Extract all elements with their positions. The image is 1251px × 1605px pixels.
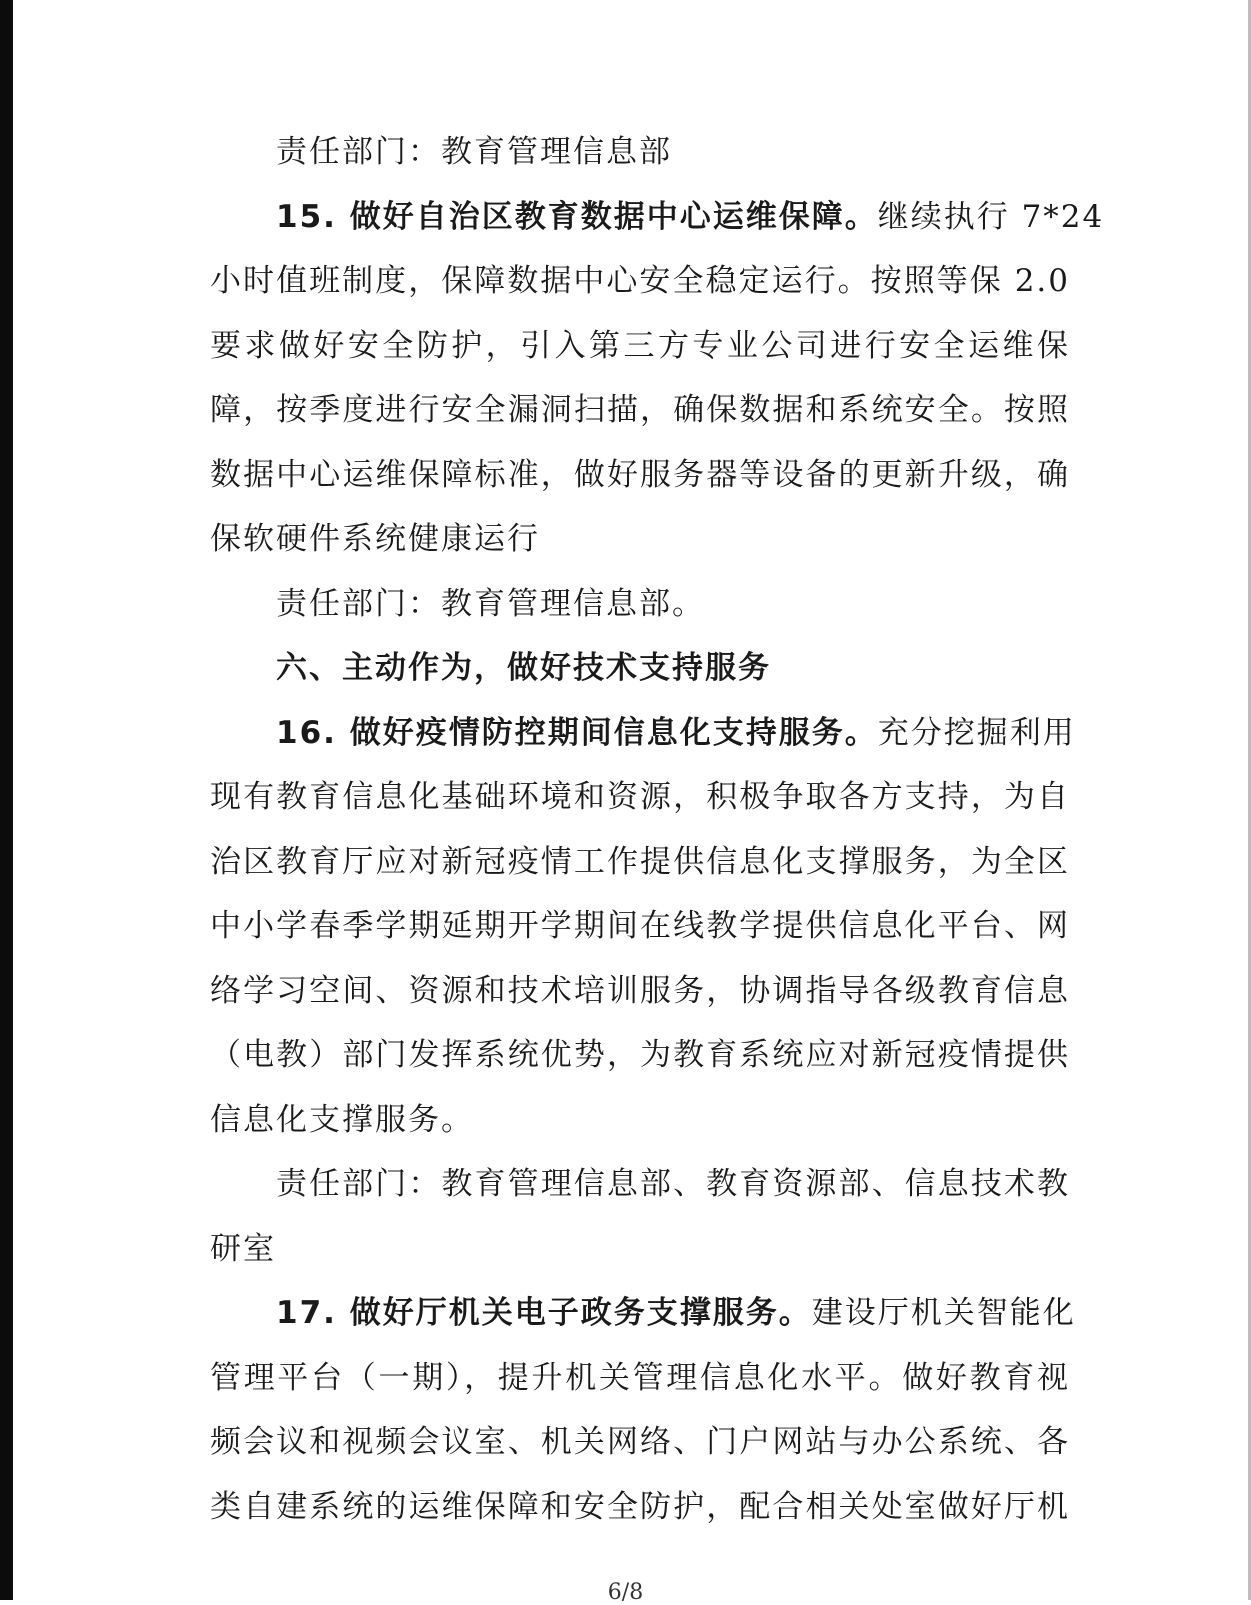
responsible-department-continued: 研室: [210, 1230, 276, 1267]
paragraph-line: 中小学春季学期延期开学期间在线教学提供信息化平台、网: [210, 908, 1070, 944]
scan-left-edge: [0, 0, 13, 1600]
item-16-first-line: [210, 701, 1076, 766]
dept-text: 责任部门：教育管理信息部: [276, 134, 672, 170]
item-16-first-rest: 充分挖掘利用: [877, 714, 1076, 751]
item-15-first-line: [210, 185, 1105, 250]
item-17-first-rest: 建设厅机关智能化: [811, 1295, 1076, 1331]
page-number: 6/8: [607, 1580, 644, 1605]
paragraph-line: 现有教育信息化基础环境和资源，积极争取各方支持，为自: [210, 779, 1070, 815]
item-16-title: 16. 做好疫情防控期间信息化支持服务。: [276, 714, 878, 751]
item-17-first-line: [210, 1281, 1076, 1346]
paragraph-line: 保软硬件系统健康运行: [210, 521, 540, 557]
paragraph-line: 管理平台（一期），提升机关管理信息化水平。做好教育视: [210, 1359, 1070, 1396]
responsible-department: 责任部门：教育管理信息部。: [276, 585, 705, 622]
paragraph-line: 频会议和视频会议室、机关网络、门户网站与办公系统、各: [210, 1424, 1070, 1460]
paragraph-line: 要求做好安全防护，引入第三方专业公司进行安全运维保: [210, 327, 1070, 364]
paragraph-line: 障，按季度进行安全漏洞扫描，确保数据和系统安全。按照: [210, 392, 1070, 428]
paragraph-line: 信息化支撑服务。: [210, 1101, 474, 1138]
paragraph-line: 络学习空间、资源和技术培训服务，协调指导各级教育信息: [210, 972, 1070, 1009]
paragraph-line: 类自建系统的运维保障和安全防护，配合相关处室做好厅机: [210, 1488, 1070, 1525]
item-15-first-rest: 继续执行 7*24: [877, 198, 1105, 235]
paragraph-line: 小时值班制度，保障数据中心安全稳定运行。按照等保 2.0: [210, 263, 1070, 299]
responsible-department: [210, 120, 1070, 185]
paragraph-line: 治区教育厅应对新冠疫情工作提供信息化支撑服务，为全区: [210, 843, 1070, 880]
paragraph-line: （电教）部门发挥系统优势，为教育系统应对新冠疫情提供: [210, 1037, 1070, 1073]
document-page: [210, 120, 1105, 1539]
item-17-title: 17. 做好厅机关电子政务支撑服务。: [276, 1295, 812, 1331]
responsible-department: 责任部门：教育管理信息部、教育资源部、信息技术教: [276, 1166, 1070, 1202]
item-15-title: 15. 做好自治区教育数据中心运维保障。: [276, 198, 878, 235]
section-heading: 六、主动作为，做好技术支持服务: [276, 650, 771, 686]
paragraph-line: 数据中心运维保障标准，做好服务器等设备的更新升级，确: [210, 456, 1070, 493]
